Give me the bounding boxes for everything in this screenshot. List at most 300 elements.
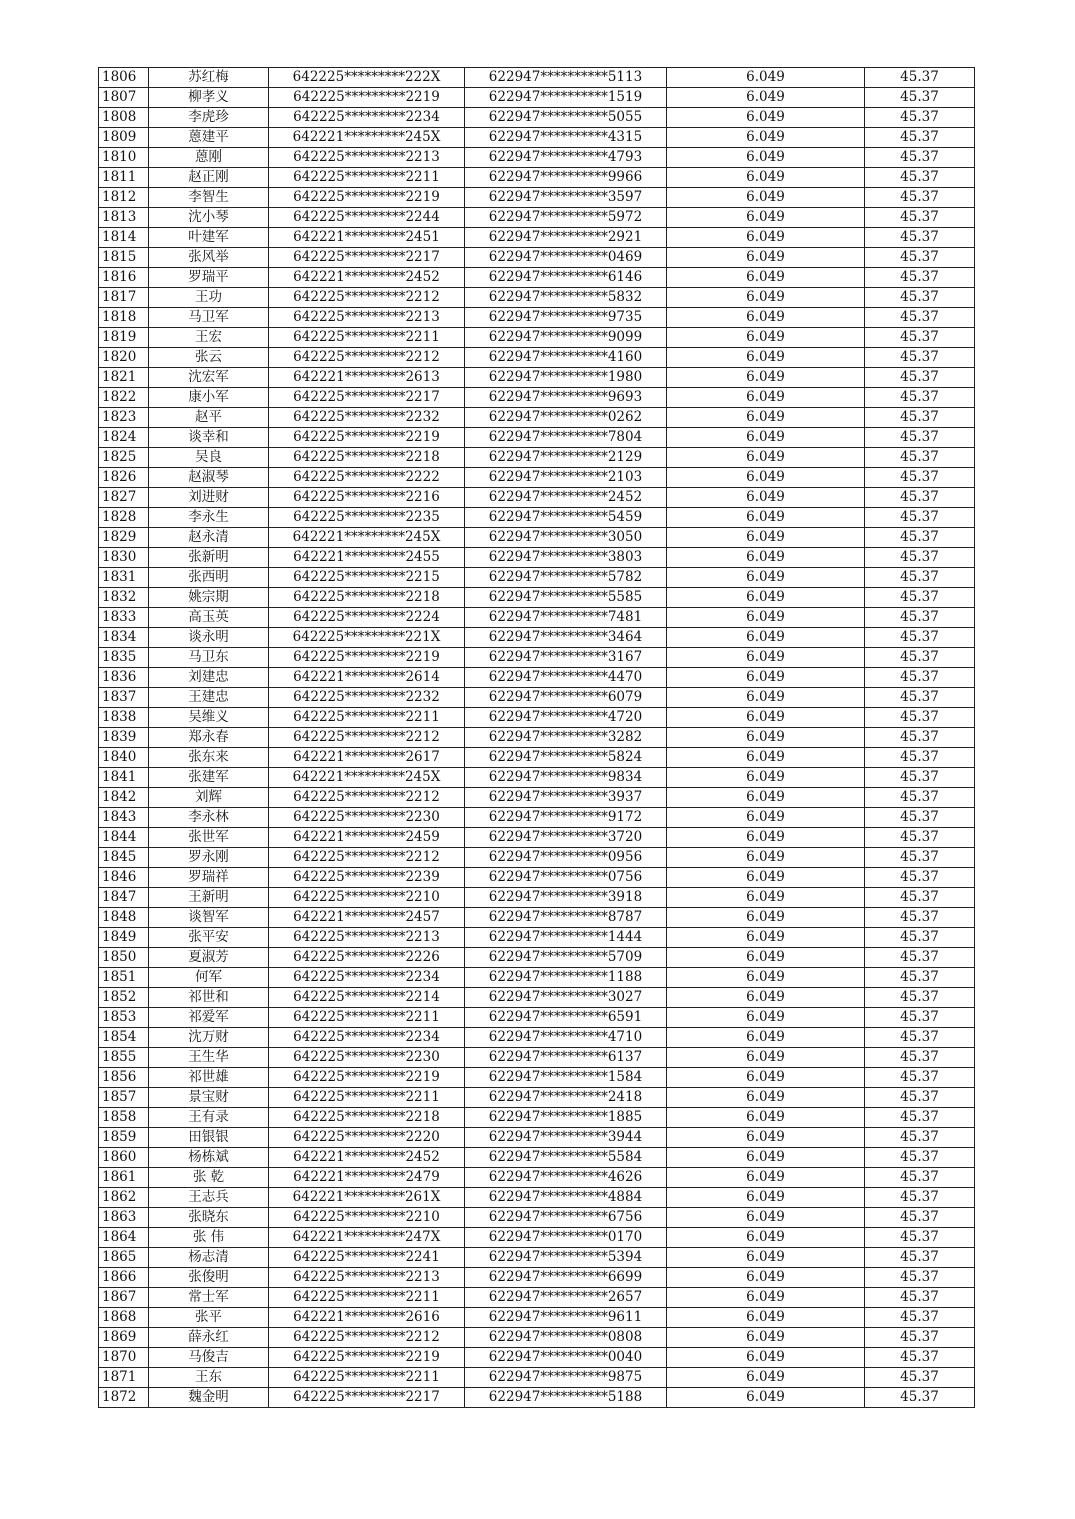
bank-card-number: 622947**********0756 bbox=[465, 868, 667, 888]
row-number: 1869 bbox=[99, 1328, 149, 1348]
amount-value: 45.37 bbox=[865, 368, 975, 388]
table-row bbox=[99, 328, 975, 348]
bank-card-number: 622947**********2103 bbox=[465, 468, 667, 488]
person-name: 谈智军 bbox=[149, 908, 269, 928]
area-value: 6.049 bbox=[667, 688, 865, 708]
id-number: 642225*********2212 bbox=[269, 788, 465, 808]
area-value: 6.049 bbox=[667, 948, 865, 968]
area-value: 6.049 bbox=[667, 408, 865, 428]
table-row bbox=[99, 688, 975, 708]
area-value: 6.049 bbox=[667, 1308, 865, 1328]
row-number: 1849 bbox=[99, 928, 149, 948]
area-value: 6.049 bbox=[667, 1288, 865, 1308]
id-number: 642225*********2220 bbox=[269, 1128, 465, 1148]
area-value: 6.049 bbox=[667, 1388, 865, 1408]
amount-value: 45.37 bbox=[865, 68, 975, 88]
table-row bbox=[99, 548, 975, 568]
bank-card-number: 622947**********5972 bbox=[465, 208, 667, 228]
person-name: 罗瑞祥 bbox=[149, 868, 269, 888]
amount-value: 45.37 bbox=[865, 1308, 975, 1328]
table-row bbox=[99, 1228, 975, 1248]
person-name: 赵平 bbox=[149, 408, 269, 428]
table-row bbox=[99, 1068, 975, 1088]
bank-card-number: 622947**********3282 bbox=[465, 728, 667, 748]
id-number: 642225*********221X bbox=[269, 628, 465, 648]
person-name: 王东 bbox=[149, 1368, 269, 1388]
area-value: 6.049 bbox=[667, 988, 865, 1008]
row-number: 1867 bbox=[99, 1288, 149, 1308]
id-number: 642225*********2232 bbox=[269, 408, 465, 428]
bank-card-number: 622947**********4720 bbox=[465, 708, 667, 728]
amount-value: 45.37 bbox=[865, 1108, 975, 1128]
id-number: 642225*********2230 bbox=[269, 808, 465, 828]
person-name: 张西明 bbox=[149, 568, 269, 588]
amount-value: 45.37 bbox=[865, 728, 975, 748]
table-row bbox=[99, 868, 975, 888]
area-value: 6.049 bbox=[667, 128, 865, 148]
person-name: 杨栋斌 bbox=[149, 1148, 269, 1168]
id-number: 642225*********2212 bbox=[269, 848, 465, 868]
area-value: 6.049 bbox=[667, 328, 865, 348]
person-name: 苏红梅 bbox=[149, 68, 269, 88]
id-number: 642225*********2219 bbox=[269, 188, 465, 208]
area-value: 6.049 bbox=[667, 1168, 865, 1188]
area-value: 6.049 bbox=[667, 808, 865, 828]
bank-card-number: 622947**********2129 bbox=[465, 448, 667, 468]
table-row bbox=[99, 1308, 975, 1328]
row-number: 1840 bbox=[99, 748, 149, 768]
area-value: 6.049 bbox=[667, 488, 865, 508]
person-name: 王生华 bbox=[149, 1048, 269, 1068]
table-row bbox=[99, 608, 975, 628]
table-row bbox=[99, 768, 975, 788]
bank-card-number: 622947**********7804 bbox=[465, 428, 667, 448]
table-row bbox=[99, 1208, 975, 1228]
id-number: 642225*********2244 bbox=[269, 208, 465, 228]
amount-value: 45.37 bbox=[865, 468, 975, 488]
id-number: 642225*********2219 bbox=[269, 1348, 465, 1368]
row-number: 1823 bbox=[99, 408, 149, 428]
person-name: 吴维义 bbox=[149, 708, 269, 728]
bank-card-number: 622947**********9099 bbox=[465, 328, 667, 348]
bank-card-number: 622947**********3027 bbox=[465, 988, 667, 1008]
table-row bbox=[99, 168, 975, 188]
person-name: 王功 bbox=[149, 288, 269, 308]
id-number: 642225*********2216 bbox=[269, 488, 465, 508]
bank-card-number: 622947**********5394 bbox=[465, 1248, 667, 1268]
bank-card-number: 622947**********1584 bbox=[465, 1068, 667, 1088]
row-number: 1851 bbox=[99, 968, 149, 988]
area-value: 6.049 bbox=[667, 1088, 865, 1108]
row-number: 1859 bbox=[99, 1128, 149, 1148]
row-number: 1811 bbox=[99, 168, 149, 188]
person-name: 杨志清 bbox=[149, 1248, 269, 1268]
row-number: 1808 bbox=[99, 108, 149, 128]
table-row bbox=[99, 1088, 975, 1108]
row-number: 1806 bbox=[99, 68, 149, 88]
id-number: 642225*********2211 bbox=[269, 1288, 465, 1308]
person-name: 马卫东 bbox=[149, 648, 269, 668]
bank-card-number: 622947**********5782 bbox=[465, 568, 667, 588]
area-value: 6.049 bbox=[667, 528, 865, 548]
table-row bbox=[99, 208, 975, 228]
amount-value: 45.37 bbox=[865, 628, 975, 648]
bank-card-number: 622947**********1188 bbox=[465, 968, 667, 988]
row-number: 1856 bbox=[99, 1068, 149, 1088]
bank-card-number: 622947**********2657 bbox=[465, 1288, 667, 1308]
row-number: 1847 bbox=[99, 888, 149, 908]
amount-value: 45.37 bbox=[865, 108, 975, 128]
row-number: 1841 bbox=[99, 768, 149, 788]
id-number: 642225*********2224 bbox=[269, 608, 465, 628]
row-number: 1871 bbox=[99, 1368, 149, 1388]
row-number: 1820 bbox=[99, 348, 149, 368]
table-row bbox=[99, 628, 975, 648]
bank-card-number: 622947**********8787 bbox=[465, 908, 667, 928]
person-name: 张云 bbox=[149, 348, 269, 368]
person-name: 张 乾 bbox=[149, 1168, 269, 1188]
row-number: 1850 bbox=[99, 948, 149, 968]
id-number: 642225*********2213 bbox=[269, 308, 465, 328]
table-row bbox=[99, 728, 975, 748]
person-name: 张晓东 bbox=[149, 1208, 269, 1228]
person-name: 赵永清 bbox=[149, 528, 269, 548]
id-number: 642225*********2213 bbox=[269, 928, 465, 948]
bank-card-number: 622947**********5709 bbox=[465, 948, 667, 968]
area-value: 6.049 bbox=[667, 308, 865, 328]
person-name: 叶建军 bbox=[149, 228, 269, 248]
person-name: 李虎珍 bbox=[149, 108, 269, 128]
amount-value: 45.37 bbox=[865, 1128, 975, 1148]
amount-value: 45.37 bbox=[865, 1208, 975, 1228]
bank-card-number: 622947**********9966 bbox=[465, 168, 667, 188]
table-row bbox=[99, 1188, 975, 1208]
person-name: 张东来 bbox=[149, 748, 269, 768]
area-value: 6.049 bbox=[667, 768, 865, 788]
person-name: 张平 bbox=[149, 1308, 269, 1328]
table-row bbox=[99, 708, 975, 728]
table-row bbox=[99, 448, 975, 468]
amount-value: 45.37 bbox=[865, 1228, 975, 1248]
person-name: 张 伟 bbox=[149, 1228, 269, 1248]
bank-card-number: 622947**********0469 bbox=[465, 248, 667, 268]
amount-value: 45.37 bbox=[865, 308, 975, 328]
table-row bbox=[99, 1328, 975, 1348]
id-number: 642221*********261X bbox=[269, 1188, 465, 1208]
id-number: 642225*********2212 bbox=[269, 288, 465, 308]
bank-card-number: 622947**********6146 bbox=[465, 268, 667, 288]
table-row bbox=[99, 68, 975, 88]
area-value: 6.049 bbox=[667, 968, 865, 988]
table-row bbox=[99, 968, 975, 988]
amount-value: 45.37 bbox=[865, 688, 975, 708]
bank-card-number: 622947**********2452 bbox=[465, 488, 667, 508]
row-number: 1825 bbox=[99, 448, 149, 468]
person-name: 张风举 bbox=[149, 248, 269, 268]
amount-value: 45.37 bbox=[865, 1068, 975, 1088]
row-number: 1824 bbox=[99, 428, 149, 448]
area-value: 6.049 bbox=[667, 1248, 865, 1268]
bank-card-number: 622947**********4160 bbox=[465, 348, 667, 368]
person-name: 夏淑芳 bbox=[149, 948, 269, 968]
id-number: 642225*********2222 bbox=[269, 468, 465, 488]
person-name: 罗瑞平 bbox=[149, 268, 269, 288]
row-number: 1829 bbox=[99, 528, 149, 548]
id-number: 642225*********2217 bbox=[269, 248, 465, 268]
amount-value: 45.37 bbox=[865, 268, 975, 288]
bank-card-number: 622947**********5585 bbox=[465, 588, 667, 608]
table-row bbox=[99, 1028, 975, 1048]
amount-value: 45.37 bbox=[865, 888, 975, 908]
amount-value: 45.37 bbox=[865, 1168, 975, 1188]
table-row bbox=[99, 568, 975, 588]
row-number: 1843 bbox=[99, 808, 149, 828]
id-number: 642225*********2219 bbox=[269, 428, 465, 448]
id-number: 642221*********2616 bbox=[269, 1308, 465, 1328]
row-number: 1830 bbox=[99, 548, 149, 568]
row-number: 1857 bbox=[99, 1088, 149, 1108]
row-number: 1815 bbox=[99, 248, 149, 268]
area-value: 6.049 bbox=[667, 148, 865, 168]
area-value: 6.049 bbox=[667, 828, 865, 848]
row-number: 1862 bbox=[99, 1188, 149, 1208]
id-number: 642221*********2452 bbox=[269, 268, 465, 288]
id-number: 642221*********245X bbox=[269, 128, 465, 148]
id-number: 642221*********247X bbox=[269, 1228, 465, 1248]
person-name: 祁世和 bbox=[149, 988, 269, 1008]
id-number: 642225*********2218 bbox=[269, 588, 465, 608]
table-row bbox=[99, 468, 975, 488]
bank-card-number: 622947**********6079 bbox=[465, 688, 667, 708]
bank-card-number: 622947**********3918 bbox=[465, 888, 667, 908]
bank-card-number: 622947**********0262 bbox=[465, 408, 667, 428]
amount-value: 45.37 bbox=[865, 748, 975, 768]
table-row bbox=[99, 1108, 975, 1128]
row-number: 1865 bbox=[99, 1248, 149, 1268]
area-value: 6.049 bbox=[667, 1368, 865, 1388]
area-value: 6.049 bbox=[667, 648, 865, 668]
person-name: 马卫军 bbox=[149, 308, 269, 328]
amount-value: 45.37 bbox=[865, 788, 975, 808]
table-row bbox=[99, 848, 975, 868]
id-number: 642221*********2451 bbox=[269, 228, 465, 248]
area-value: 6.049 bbox=[667, 1008, 865, 1028]
bank-card-number: 622947**********5055 bbox=[465, 108, 667, 128]
person-name: 王志兵 bbox=[149, 1188, 269, 1208]
person-name: 刘辉 bbox=[149, 788, 269, 808]
area-value: 6.049 bbox=[667, 108, 865, 128]
table-row bbox=[99, 948, 975, 968]
amount-value: 45.37 bbox=[865, 848, 975, 868]
area-value: 6.049 bbox=[667, 1208, 865, 1228]
row-number: 1821 bbox=[99, 368, 149, 388]
row-number: 1836 bbox=[99, 668, 149, 688]
id-number: 642225*********2213 bbox=[269, 1268, 465, 1288]
row-number: 1818 bbox=[99, 308, 149, 328]
person-name: 谈永明 bbox=[149, 628, 269, 648]
id-number: 642221*********245X bbox=[269, 768, 465, 788]
table-row bbox=[99, 888, 975, 908]
table-row bbox=[99, 988, 975, 1008]
id-number: 642225*********2234 bbox=[269, 968, 465, 988]
amount-value: 45.37 bbox=[865, 1348, 975, 1368]
person-name: 田银银 bbox=[149, 1128, 269, 1148]
area-value: 6.049 bbox=[667, 1128, 865, 1148]
subsidy-table bbox=[98, 67, 975, 1408]
table-row bbox=[99, 368, 975, 388]
person-name: 郑永春 bbox=[149, 728, 269, 748]
row-number: 1814 bbox=[99, 228, 149, 248]
area-value: 6.049 bbox=[667, 1188, 865, 1208]
area-value: 6.049 bbox=[667, 368, 865, 388]
area-value: 6.049 bbox=[667, 1048, 865, 1068]
id-number: 642225*********2241 bbox=[269, 1248, 465, 1268]
area-value: 6.049 bbox=[667, 428, 865, 448]
id-number: 642225*********2212 bbox=[269, 1328, 465, 1348]
bank-card-number: 622947**********0170 bbox=[465, 1228, 667, 1248]
amount-value: 45.37 bbox=[865, 168, 975, 188]
area-value: 6.049 bbox=[667, 168, 865, 188]
id-number: 642225*********2211 bbox=[269, 708, 465, 728]
bank-card-number: 622947**********6756 bbox=[465, 1208, 667, 1228]
table-row bbox=[99, 1168, 975, 1188]
amount-value: 45.37 bbox=[865, 708, 975, 728]
id-number: 642225*********2211 bbox=[269, 328, 465, 348]
area-value: 6.049 bbox=[667, 188, 865, 208]
table-row bbox=[99, 488, 975, 508]
table-row bbox=[99, 788, 975, 808]
person-name: 高玉英 bbox=[149, 608, 269, 628]
id-number: 642225*********2214 bbox=[269, 988, 465, 1008]
area-value: 6.049 bbox=[667, 788, 865, 808]
row-number: 1816 bbox=[99, 268, 149, 288]
amount-value: 45.37 bbox=[865, 348, 975, 368]
bank-card-number: 622947**********9875 bbox=[465, 1368, 667, 1388]
amount-value: 45.37 bbox=[865, 228, 975, 248]
amount-value: 45.37 bbox=[865, 808, 975, 828]
person-name: 祁世雄 bbox=[149, 1068, 269, 1088]
amount-value: 45.37 bbox=[865, 868, 975, 888]
row-number: 1854 bbox=[99, 1028, 149, 1048]
amount-value: 45.37 bbox=[865, 1008, 975, 1028]
table-row bbox=[99, 288, 975, 308]
amount-value: 45.37 bbox=[865, 1248, 975, 1268]
amount-value: 45.37 bbox=[865, 828, 975, 848]
id-number: 642221*********2455 bbox=[269, 548, 465, 568]
bank-card-number: 622947**********3803 bbox=[465, 548, 667, 568]
id-number: 642225*********2226 bbox=[269, 948, 465, 968]
id-number: 642225*********2235 bbox=[269, 508, 465, 528]
row-number: 1835 bbox=[99, 648, 149, 668]
id-number: 642225*********2219 bbox=[269, 88, 465, 108]
person-name: 柳孝义 bbox=[149, 88, 269, 108]
person-name: 张俊明 bbox=[149, 1268, 269, 1288]
area-value: 6.049 bbox=[667, 208, 865, 228]
row-number: 1837 bbox=[99, 688, 149, 708]
amount-value: 45.37 bbox=[865, 1048, 975, 1068]
amount-value: 45.37 bbox=[865, 388, 975, 408]
id-number: 642225*********2218 bbox=[269, 1108, 465, 1128]
row-number: 1863 bbox=[99, 1208, 149, 1228]
bank-card-number: 622947**********5584 bbox=[465, 1148, 667, 1168]
person-name: 张平安 bbox=[149, 928, 269, 948]
amount-value: 45.37 bbox=[865, 668, 975, 688]
person-name: 常士军 bbox=[149, 1288, 269, 1308]
id-number: 642225*********2219 bbox=[269, 648, 465, 668]
bank-card-number: 622947**********5832 bbox=[465, 288, 667, 308]
amount-value: 45.37 bbox=[865, 1088, 975, 1108]
amount-value: 45.37 bbox=[865, 528, 975, 548]
amount-value: 45.37 bbox=[865, 148, 975, 168]
area-value: 6.049 bbox=[667, 388, 865, 408]
row-number: 1846 bbox=[99, 868, 149, 888]
amount-value: 45.37 bbox=[865, 608, 975, 628]
row-number: 1819 bbox=[99, 328, 149, 348]
area-value: 6.049 bbox=[667, 1228, 865, 1248]
table-row bbox=[99, 1248, 975, 1268]
person-name: 李永林 bbox=[149, 808, 269, 828]
row-number: 1842 bbox=[99, 788, 149, 808]
bank-card-number: 622947**********3944 bbox=[465, 1128, 667, 1148]
person-name: 沈万财 bbox=[149, 1028, 269, 1048]
person-name: 吴良 bbox=[149, 448, 269, 468]
amount-value: 45.37 bbox=[865, 128, 975, 148]
area-value: 6.049 bbox=[667, 708, 865, 728]
row-number: 1855 bbox=[99, 1048, 149, 1068]
row-number: 1838 bbox=[99, 708, 149, 728]
table-row bbox=[99, 668, 975, 688]
row-number: 1872 bbox=[99, 1388, 149, 1408]
row-number: 1807 bbox=[99, 88, 149, 108]
amount-value: 45.37 bbox=[865, 768, 975, 788]
amount-value: 45.37 bbox=[865, 948, 975, 968]
person-name: 刘进财 bbox=[149, 488, 269, 508]
row-number: 1864 bbox=[99, 1228, 149, 1248]
bank-card-number: 622947**********0040 bbox=[465, 1348, 667, 1368]
id-number: 642221*********2457 bbox=[269, 908, 465, 928]
bank-card-number: 622947**********4884 bbox=[465, 1188, 667, 1208]
bank-card-number: 622947**********5824 bbox=[465, 748, 667, 768]
bank-card-number: 622947**********4470 bbox=[465, 668, 667, 688]
person-name: 沈宏军 bbox=[149, 368, 269, 388]
area-value: 6.049 bbox=[667, 288, 865, 308]
area-value: 6.049 bbox=[667, 228, 865, 248]
row-number: 1809 bbox=[99, 128, 149, 148]
person-name: 李永生 bbox=[149, 508, 269, 528]
amount-value: 45.37 bbox=[865, 428, 975, 448]
row-number: 1848 bbox=[99, 908, 149, 928]
amount-value: 45.37 bbox=[865, 248, 975, 268]
area-value: 6.049 bbox=[667, 668, 865, 688]
amount-value: 45.37 bbox=[865, 508, 975, 528]
area-value: 6.049 bbox=[667, 728, 865, 748]
person-name: 张新明 bbox=[149, 548, 269, 568]
id-number: 642225*********222X bbox=[269, 68, 465, 88]
bank-card-number: 622947**********4793 bbox=[465, 148, 667, 168]
person-name: 张世军 bbox=[149, 828, 269, 848]
bank-card-number: 622947**********4626 bbox=[465, 1168, 667, 1188]
bank-card-number: 622947**********9611 bbox=[465, 1308, 667, 1328]
amount-value: 45.37 bbox=[865, 328, 975, 348]
person-name: 王新明 bbox=[149, 888, 269, 908]
table-row bbox=[99, 508, 975, 528]
table-row bbox=[99, 808, 975, 828]
row-number: 1826 bbox=[99, 468, 149, 488]
person-name: 魏金明 bbox=[149, 1388, 269, 1408]
id-number: 642225*********2211 bbox=[269, 1368, 465, 1388]
id-number: 642221*********2452 bbox=[269, 1148, 465, 1168]
id-number: 642225*********2211 bbox=[269, 1008, 465, 1028]
